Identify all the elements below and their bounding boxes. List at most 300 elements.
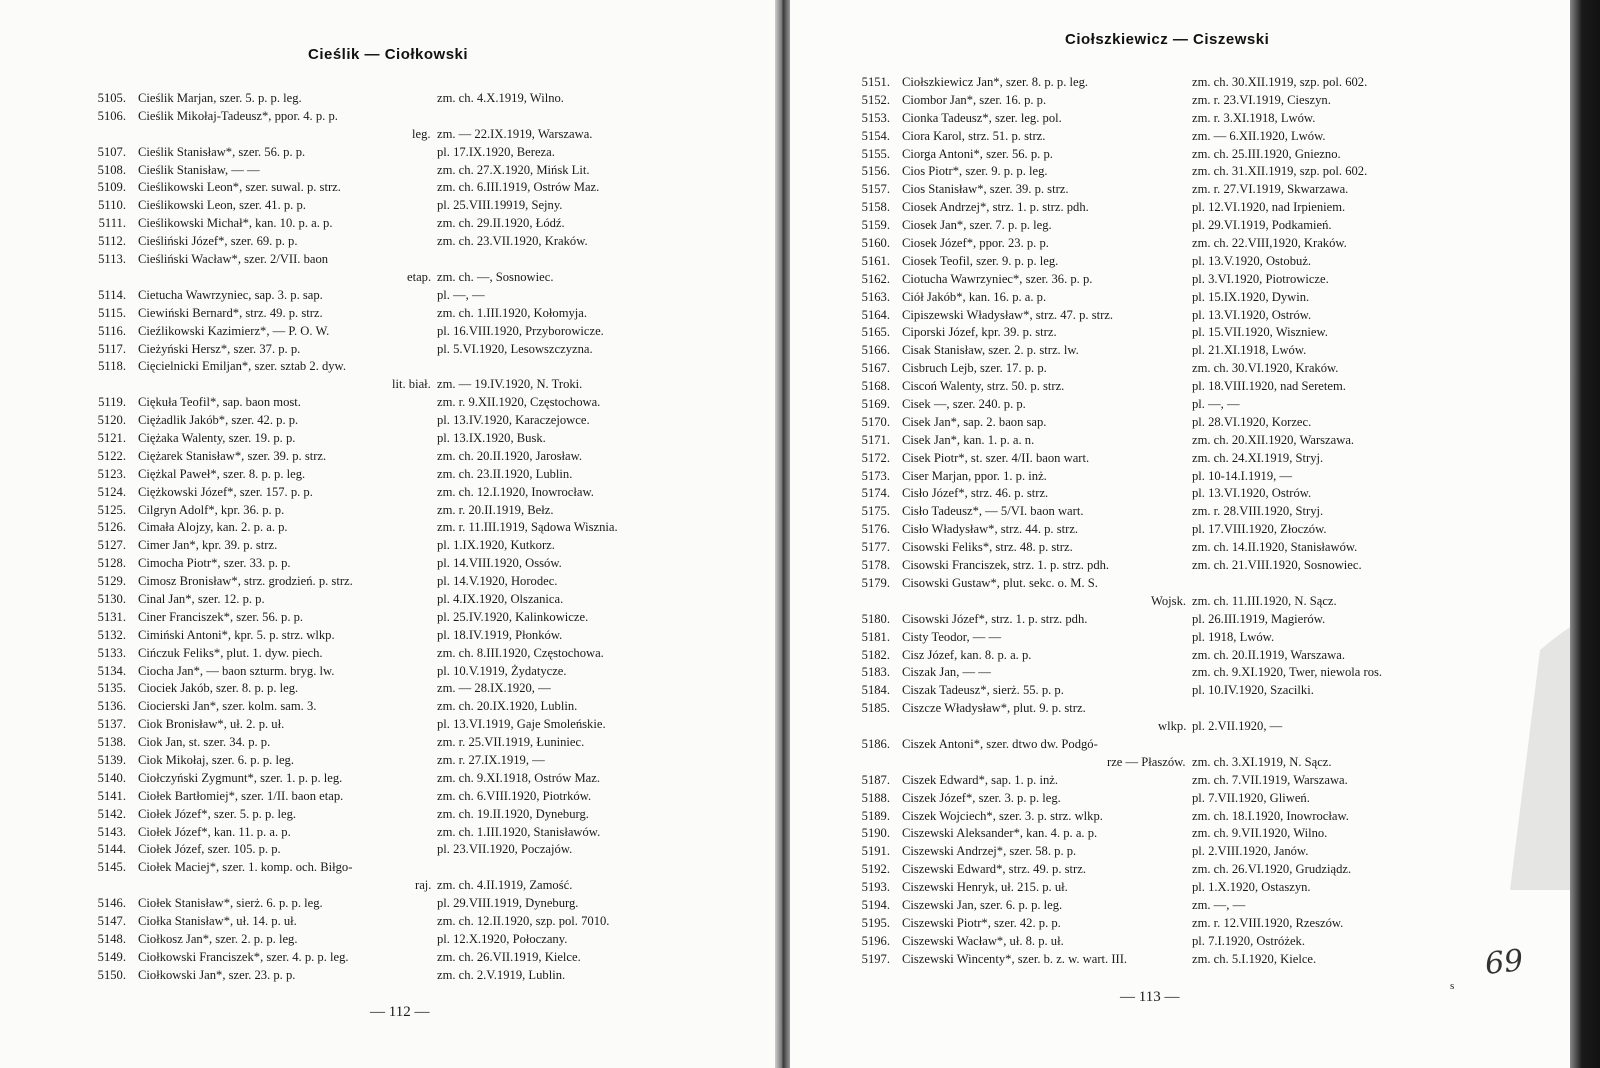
list-item <box>846 163 1486 181</box>
entry-name: Cieślikowski Michał*, kan. 10. p. a. p. <box>138 216 333 231</box>
entry-fate: pl. 16.VIII.1920, Przyborowicze. <box>437 323 604 338</box>
entry-name: Ciołek Stanisław*, sierż. 6. p. p. leg. <box>138 896 323 911</box>
list-item <box>846 378 1486 396</box>
list-item <box>846 307 1486 325</box>
entry-fate: zm. ch. 5.I.1920, Kielce. <box>1192 951 1317 966</box>
list-item <box>846 342 1486 360</box>
entry-fate: pl. 18.IV.1919, Płonków. <box>437 627 563 642</box>
entry-number: 5133. <box>97 645 126 660</box>
entry-fate: zm. ch. 4.II.1919, Zamość. <box>437 878 573 893</box>
entry-number: 5140. <box>97 770 126 785</box>
entry-name: Ciner Franciszek*, szer. 56. p. p. <box>138 609 304 624</box>
entry-fate: pl. 10.IV.1920, Szacilki. <box>1192 683 1314 698</box>
entry-continuation: wlkp. <box>1158 719 1187 734</box>
entry-name: Cisło Władysław*, strz. 44. p. strz. <box>902 522 1079 537</box>
list-item <box>846 235 1486 253</box>
list-item <box>846 503 1486 521</box>
entry-number: 5193. <box>861 880 890 895</box>
entry-number: 5126. <box>97 520 126 535</box>
entry-name: Ciszewski Piotr*, szer. 42. p. p. <box>902 915 1061 930</box>
list-item <box>82 233 722 251</box>
list-item <box>846 450 1486 468</box>
entry-number: 5117. <box>98 341 126 356</box>
entry-fate: zm. ch. 9.XI.1918, Ostrów Maz. <box>437 770 600 785</box>
entry-fate: pl. 12.VI.1920, nad Irpieniem. <box>1192 200 1346 215</box>
entry-fate: zm. r. 9.XII.1920, Częstochowa. <box>437 395 601 410</box>
list-item <box>82 90 722 108</box>
list-item <box>82 484 722 502</box>
entry-number: 5114. <box>98 287 126 302</box>
entry-number: 5165. <box>861 325 890 340</box>
list-item <box>82 752 722 770</box>
entry-number: 5137. <box>97 717 126 732</box>
entry-fate: pl. 12.X.1920, Połoczany. <box>437 931 568 946</box>
entry-name: Cios Stanisław*, szer. 39. p. strz. <box>902 182 1069 197</box>
entry-fate: pl. 7.VII.1920, Gliweń. <box>1192 790 1310 805</box>
entry-fate: zm. ch. 22.VIII,1920, Kraków. <box>1192 236 1347 251</box>
entry-name: Cisowski Franciszek, strz. 1. p. strz. pdh. <box>902 558 1110 573</box>
page-number: — 113 — <box>1120 989 1180 1005</box>
entry-name: Ciszcze Władysław*, plut. 9. p. strz. <box>902 701 1086 716</box>
entry-name: Ciotucha Wawrzyniec*, szer. 36. p. p. <box>902 271 1093 286</box>
entry-number: 5173. <box>861 468 890 483</box>
entry-fate: zm. ch. 26.VI.1920, Grudziądz. <box>1192 862 1352 877</box>
list-item <box>82 591 722 609</box>
entry-name: Ciocha Jan*, — baon szturm. bryg. lw. <box>138 663 335 678</box>
entry-name: Cisak Stanisław, szer. 2. p. strz. lw. <box>902 343 1079 358</box>
list-item <box>82 215 722 233</box>
entry-fate: pl. 15.IX.1920, Dywin. <box>1192 289 1310 304</box>
list-item <box>82 430 722 448</box>
entry-name: Ciszewski Jan, szer. 6. p. p. leg. <box>902 898 1063 913</box>
entry-fate: pl. 13.VI.1920, Ostrów. <box>1192 307 1312 322</box>
entry-name: Ciewiński Bernard*, strz. 49. p. strz. <box>138 305 323 320</box>
entry-fate: pl. 1.IX.1920, Kutkorz. <box>437 538 555 553</box>
entry-number: 5121. <box>97 430 126 445</box>
entry-name: Ciszek Wojciech*, szer. 3. p. strz. wlkp. <box>902 808 1103 823</box>
list-item <box>846 700 1486 736</box>
list-item <box>846 629 1486 647</box>
entry-fate: pl. 14.VIII.1920, Ossów. <box>437 556 562 571</box>
list-item <box>82 394 722 412</box>
entry-name: Ciół Jakób*, kan. 16. p. a. p. <box>902 289 1047 304</box>
entry-number: 5195. <box>861 915 890 930</box>
entry-number: 5159. <box>861 218 890 233</box>
list-item <box>846 611 1486 629</box>
entry-number: 5192. <box>861 862 890 877</box>
entry-number: 5113. <box>98 252 126 267</box>
entry-number: 5191. <box>861 844 890 859</box>
entry-name: Ciosek Józef*, ppor. 23. p. p. <box>902 236 1049 251</box>
list-item <box>846 897 1486 915</box>
book-gutter <box>775 0 790 1068</box>
entry-number: 5112. <box>98 234 126 249</box>
list-item <box>846 575 1486 611</box>
entry-fate: zm. ch. 19.II.1920, Dyneburg. <box>437 806 589 821</box>
entry-number: 5134. <box>97 663 126 678</box>
entry-number: 5174. <box>861 486 890 501</box>
entry-number: 5131. <box>97 609 126 624</box>
entry-number: 5129. <box>97 574 126 589</box>
entry-name: Cieślik Mikołaj-Tadeusz*, ppor. 4. p. p. <box>138 108 338 123</box>
entry-number: 5189. <box>861 808 890 823</box>
entry-continuation: lit. biał. <box>392 377 431 392</box>
entry-name: Ciporski Józef, kpr. 39. p. strz. <box>902 325 1057 340</box>
entry-name: Cieślikowski Leon, szer. 41. p. p. <box>138 198 306 213</box>
entry-fate: zm. ch. 1.III.1920, Kołomyja. <box>437 305 588 320</box>
entry-fate: pl. 3.VI.1920, Piotrowicze. <box>1192 271 1329 286</box>
entry-fate: zm. ch. 8.III.1920, Częstochowa. <box>437 645 604 660</box>
entry-number: 5164. <box>861 307 890 322</box>
entry-name: Cisek Piotr*, st. szer. 4/II. baon wart. <box>902 450 1090 465</box>
entry-name: Ciosek Andrzej*, strz. 1. p. strz. pdh. <box>902 200 1089 215</box>
entry-fate: zm. ch. 20.IX.1920, Lublin. <box>437 699 578 714</box>
entry-fate: pl. —, — <box>1192 397 1240 412</box>
entry-name: Ciszewski Wincenty*, szer. b. z. w. wart. III. <box>902 951 1128 966</box>
list-item <box>82 806 722 824</box>
entry-fate: pl. 4.IX.1920, Olszanica. <box>437 591 564 606</box>
list-item <box>82 967 722 985</box>
entry-name: Cieślik Stanisław*, szer. 56. p. p. <box>138 144 306 159</box>
list-item <box>846 110 1486 128</box>
entry-name: Cisło Tadeusz*, — 5/VI. baon wart. <box>902 504 1084 519</box>
entry-fate: zm. ch. 11.III.1920, N. Sącz. <box>1192 593 1337 608</box>
entry-fate: zm. ch. 29.II.1920, Łódź. <box>437 216 565 231</box>
entry-number: 5123. <box>97 466 126 481</box>
entry-fate: pl. 13.VI.1919, Gaje Smoleńskie. <box>437 717 606 732</box>
entry-number: 5187. <box>861 772 890 787</box>
entry-number: 5161. <box>861 253 890 268</box>
entry-name: Cisowski Feliks*, strz. 48. p. strz. <box>902 540 1073 555</box>
entry-name: Cimała Alojzy, kan. 2. p. a. p. <box>138 520 288 535</box>
entry-name: Ciszek Edward*, sap. 1. p. inż. <box>902 772 1058 787</box>
entry-number: 5118. <box>98 359 126 374</box>
list-item <box>846 253 1486 271</box>
entry-name: Ciężkowski Józef*, szer. 157. p. p. <box>138 484 313 499</box>
entry-number: 5110. <box>98 198 126 213</box>
entry-name: Cimocha Piotr*, szer. 33. p. p. <box>138 556 291 571</box>
entry-fate: zm. r. 12.VIII.1920, Rzeszów. <box>1192 915 1344 930</box>
entry-number: 5124. <box>97 484 126 499</box>
entry-number: 5162. <box>861 271 890 286</box>
entry-number: 5154. <box>861 128 890 143</box>
entry-fate: zm. ch. 20.XII.1920, Warszawa. <box>1192 432 1355 447</box>
entry-fate: zm. ch. 9.VII.1920, Wilno. <box>1192 826 1328 841</box>
entry-fate: pl. 10-14.I.1919, — <box>1192 468 1293 483</box>
list-item <box>82 412 722 430</box>
entry-number: 5175. <box>861 504 890 519</box>
entry-name: Ciołek Józef*, szer. 5. p. p. leg. <box>138 806 297 821</box>
list-item <box>846 468 1486 486</box>
entry-name: Ciorga Antoni*, szer. 56. p. p. <box>902 146 1053 161</box>
entry-fate: zm. ch. 14.II.1920, Stanisławów. <box>1192 540 1358 555</box>
entry-fate: pl. 10.V.1919, Żydatycze. <box>437 663 567 678</box>
entry-name: Ciszak Tadeusz*, sierż. 55. p. p. <box>902 683 1064 698</box>
entry-number: 5168. <box>861 379 890 394</box>
entry-name: Ciężarek Stanisław*, szer. 39. p. strz. <box>138 448 327 463</box>
entry-name: Ciężadlik Jakób*, szer. 42. p. p. <box>138 413 299 428</box>
entry-fate: zm. ch. 30.XII.1919, szp. pol. 602. <box>1192 75 1368 89</box>
entry-fate: zm. ch. 20.II.1919, Warszawa. <box>1192 647 1345 662</box>
list-item <box>82 680 722 698</box>
entry-fate: pl. 14.V.1920, Horodec. <box>437 574 558 589</box>
list-item <box>82 197 722 215</box>
entry-name: Ciękuła Teofil*, sap. baon most. <box>138 395 301 410</box>
entry-fate: zm. ch. 4.X.1919, Wilno. <box>437 91 564 105</box>
entry-name: Ciszewski Aleksander*, kan. 4. p. a. p. <box>902 826 1098 841</box>
list-item <box>82 162 722 180</box>
entry-name: Cisty Teodor, — — <box>902 629 1002 644</box>
entry-fate: pl. 13.IV.1920, Karaczejowce. <box>437 413 590 428</box>
entry-name: Cinal Jan*, szer. 12. p. p. <box>138 591 265 606</box>
entry-fate: zm. r. 11.III.1919, Sądowa Wisznia. <box>437 520 618 535</box>
entry-fate: pl. 17.VIII.1920, Złoczów. <box>1192 522 1327 537</box>
list-item <box>846 289 1486 307</box>
entry-fate: pl. 1918, Lwów. <box>1192 629 1275 644</box>
entry-number: 5132. <box>97 627 126 642</box>
entry-number: 5169. <box>861 397 890 412</box>
list-item <box>846 271 1486 289</box>
entry-fate: pl. 28.VI.1920, Korzec. <box>1192 414 1312 429</box>
handwritten-page-note: 69 <box>1483 943 1525 982</box>
list-item <box>846 682 1486 700</box>
entry-number: 5141. <box>97 788 126 803</box>
entry-fate: zm. ch. 31.XII.1919, szp. pol. 602. <box>1192 164 1368 179</box>
entry-number: 5120. <box>97 413 126 428</box>
entry-number: 5178. <box>861 558 890 573</box>
list-item <box>846 879 1486 897</box>
list-item <box>846 915 1486 933</box>
entry-number: 5145. <box>97 860 126 875</box>
entry-number: 5185. <box>861 701 890 716</box>
list-item <box>82 788 722 806</box>
entry-name: Cieśliński Józef*, szer. 69. p. p. <box>138 234 298 249</box>
list-item <box>82 609 722 627</box>
list-item <box>82 448 722 466</box>
entry-number: 5186. <box>861 736 890 751</box>
entry-name: Cisło Józef*, strz. 46. p. strz. <box>902 486 1049 501</box>
list-item <box>82 913 722 931</box>
list-item <box>82 555 722 573</box>
entry-number: 5128. <box>97 556 126 571</box>
list-item <box>82 645 722 663</box>
entry-continuation: leg. <box>412 126 431 141</box>
list-item <box>846 557 1486 575</box>
entry-fate: zm. ch. —, Sosnowiec. <box>437 269 554 284</box>
entry-number: 5166. <box>861 343 890 358</box>
list-item <box>82 931 722 949</box>
entry-name: Ciociek Jakób, szer. 8. p. p. leg. <box>138 681 299 696</box>
entry-number: 5188. <box>861 790 890 805</box>
entry-fate: pl. 29.VIII.1919, Dyneburg. <box>437 896 579 911</box>
entry-name: Ciołkosz Jan*, szer. 2. p. p. leg. <box>138 931 298 946</box>
entry-name: Cięcielnicki Emiljan*, szer. sztab 2. dyw. <box>138 359 346 374</box>
entry-fate: pl. 7.I.1920, Ostróżek. <box>1192 933 1305 948</box>
entry-name: Ciszek Antoni*, szer. dtwo dw. Podgó- <box>902 736 1098 751</box>
list-item <box>846 360 1486 378</box>
entry-name: Cisek Jan*, sap. 2. baon sap. <box>902 414 1047 429</box>
list-item <box>846 217 1486 235</box>
list-item <box>846 790 1486 808</box>
entry-name: Ciołczyński Zygmunt*, szer. 1. p. p. leg. <box>138 770 343 785</box>
entry-fate: zm. ch. 1.III.1920, Stanisławów. <box>437 824 601 839</box>
list-item <box>846 664 1486 682</box>
list-item <box>82 287 722 305</box>
entry-name: Ciężkal Paweł*, szer. 8. p. p. leg. <box>138 466 306 481</box>
entry-number: 5167. <box>861 361 890 376</box>
entry-name: Ciołszkiewicz Jan*, szer. 8. p. p. leg. <box>902 75 1089 89</box>
entry-fate: zm. r. 27.VI.1919, Skwarzawa. <box>1192 182 1349 197</box>
entry-name: Ciołek Józef, szer. 105. p. p. <box>138 842 281 857</box>
left-page <box>0 0 775 1068</box>
entry-number: 5152. <box>861 92 890 107</box>
entry-number: 5142. <box>97 806 126 821</box>
entry-number: 5111. <box>98 216 126 231</box>
entry-fate: zm. ch. 24.XI.1919, Stryj. <box>1192 450 1324 465</box>
list-item <box>82 895 722 913</box>
entry-name: Ciok Mikołaj, szer. 6. p. p. leg. <box>138 753 295 767</box>
entry-fate: pl. 15.VII.1920, Wiszniew. <box>1192 325 1328 340</box>
list-item <box>846 414 1486 432</box>
entry-name: Ciołek Maciej*, szer. 1. komp. och. Biłgo- <box>138 860 353 875</box>
entry-name: Cimiński Antoni*, kpr. 5. p. strz. wlkp. <box>138 627 335 642</box>
entry-name: Ciszewski Andrzej*, szer. 58. p. p. <box>902 844 1077 859</box>
entry-name: Cisek —, szer. 240. p. p. <box>902 397 1026 412</box>
entry-name: Ciszewski Wacław*, uł. 8. p. uł. <box>902 933 1064 948</box>
entry-name: Ciołkowski Franciszek*, szer. 4. p. p. leg. <box>138 949 349 964</box>
entry-continuation: Wojsk. <box>1151 593 1187 608</box>
list-item <box>846 92 1486 110</box>
running-head: Cieślik — Ciołkowski <box>308 46 469 63</box>
entry-fate: pl. 26.III.1919, Magierów. <box>1192 611 1326 626</box>
entry-fate: zm. ch. 6.VIII.1920, Piotrków. <box>437 788 592 803</box>
entry-fate: zm. ch. 20.II.1920, Jarosław. <box>437 448 583 463</box>
entry-name: Cimer Jan*, kpr. 39. p. strz. <box>138 538 278 553</box>
entry-fate: pl. 21.XI.1918, Lwów. <box>1192 343 1307 358</box>
entry-fate: zm. ch. 12.II.1920, szp. pol. 7010. <box>437 914 610 929</box>
entry-fate: pl. 29.VI.1919, Podkamień. <box>1192 218 1332 233</box>
entry-number: 5144. <box>97 842 126 857</box>
list-item <box>846 647 1486 665</box>
list-item <box>846 521 1486 539</box>
entry-number: 5143. <box>97 824 126 839</box>
entry-name: Ciszewski Henryk, uł. 215. p. uł. <box>902 880 1068 895</box>
entry-fate: zm. ch. 21.VIII.1920, Sosnowiec. <box>1192 558 1362 573</box>
entry-number: 5197. <box>861 951 890 966</box>
list-item <box>82 251 722 287</box>
list-item <box>82 663 722 681</box>
entry-name: Cieślikowski Leon*, szer. suwal. p. strz. <box>138 180 341 195</box>
entry-number: 5171. <box>861 432 890 447</box>
list-item <box>846 843 1486 861</box>
list-item <box>82 698 722 716</box>
entry-fate: zm. — 28.IX.1920, — <box>437 681 551 696</box>
entry-name: Ciok Jan, st. szer. 34. p. p. <box>138 735 271 750</box>
list-item <box>82 859 722 895</box>
entry-name: Cisbruch Lejb, szer. 17. p. p. <box>902 361 1047 376</box>
entry-fate: pl. 13.IX.1920, Busk. <box>437 430 546 445</box>
entry-number: 5148. <box>97 931 126 946</box>
entry-number: 5107. <box>97 144 126 159</box>
entry-name: Ciombor Jan*, szer. 16. p. p. <box>902 92 1047 107</box>
entry-fate: pl. —, — <box>437 287 485 302</box>
entry-fate: zm. — 19.IV.1920, N. Troki. <box>437 377 583 392</box>
entry-fate: pl. 17.IX.1920, Bereza. <box>437 144 555 159</box>
entry-number: 5180. <box>861 611 890 626</box>
list-item <box>82 358 722 394</box>
entry-name: Cisowski Gustaw*, plut. sekc. o. M. S. <box>902 575 1098 590</box>
entry-number: 5109. <box>97 180 126 195</box>
list-item <box>846 539 1486 557</box>
entry-name: Cińczuk Feliks*, plut. 1. dyw. piech. <box>138 645 323 660</box>
entry-name: Ciosek Jan*, szer. 7. p. p. leg. <box>902 218 1052 233</box>
entry-number: 5146. <box>97 896 126 911</box>
entry-fate: pl. 5.VI.1920, Lesowszczyzna. <box>437 341 593 356</box>
entry-number: 5119. <box>98 395 126 410</box>
entry-fate: zm. ch. 23.VII.1920, Kraków. <box>437 234 588 249</box>
list-item <box>846 736 1486 772</box>
entry-number: 5150. <box>97 967 126 982</box>
entry-number: 5130. <box>97 591 126 606</box>
entry-number: 5156. <box>861 164 890 179</box>
entry-name: Ciora Karol, strz. 51. p. strz. <box>902 128 1046 143</box>
entry-number: 5115. <box>98 305 126 320</box>
entry-number: 5151. <box>861 75 890 89</box>
entry-fate: pl. 2.VIII.1920, Janów. <box>1192 844 1309 859</box>
list-item <box>82 323 722 341</box>
list-item <box>846 951 1486 969</box>
entry-fate: zm. r. 25.VII.1919, Łuniniec. <box>437 735 585 750</box>
entry-number: 5116. <box>98 323 126 338</box>
entry-number: 5177. <box>861 540 890 555</box>
list-item <box>82 466 722 484</box>
entry-name: Cieśliński Wacław*, szer. 2/VII. baon <box>138 252 329 267</box>
list-item <box>846 74 1486 92</box>
entry-number: 5136. <box>97 699 126 714</box>
entry-number: 5184. <box>861 683 890 698</box>
entry-continuation: etap. <box>407 269 432 284</box>
entry-fate: pl. 25.IV.1920, Kalinkowicze. <box>437 609 589 624</box>
list-item <box>846 808 1486 826</box>
entry-name: Cisowski Józef*, strz. 1. p. strz. pdh. <box>902 611 1088 626</box>
entry-fate: pl. 25.VIII.19919, Sejny. <box>437 198 563 213</box>
entry-name: Ciszak Jan, — — <box>902 665 991 680</box>
entry-number: 5127. <box>97 538 126 553</box>
list-item <box>846 146 1486 164</box>
entry-fate: zm. r. 23.VI.1919, Cieszyn. <box>1192 92 1331 107</box>
entry-fate: zm. ch. 9.XI.1920, Twer, niewola ros. <box>1192 665 1383 680</box>
entry-name: Ciołka Stanisław*, uł. 14. p. uł. <box>138 914 297 929</box>
entry-name: Cios Piotr*, szer. 9. p. p. leg. <box>902 164 1048 179</box>
entry-fate: zm. ch. 25.III.1920, Gniezno. <box>1192 146 1341 161</box>
entry-name: Cionka Tadeusz*, szer. leg. pol. <box>902 110 1062 125</box>
entry-fate: zm. — 6.XII.1920, Lwów. <box>1192 128 1326 143</box>
list-item <box>82 537 722 555</box>
list-item <box>846 128 1486 146</box>
entry-number: 5147. <box>97 914 126 929</box>
list-item <box>846 933 1486 951</box>
entry-number: 5194. <box>861 898 890 913</box>
list-item <box>82 949 722 967</box>
entry-fate: zm. ch. 3.XI.1919, N. Sącz. <box>1192 754 1332 769</box>
entry-number: 5108. <box>97 162 126 177</box>
entry-number: 5135. <box>97 681 126 696</box>
entry-name: Ciocierski Jan*, szer. kolm. sam. 3. <box>138 699 317 714</box>
entry-fate: zm. r. 3.XI.1918, Lwów. <box>1192 110 1316 125</box>
entry-name: Cietucha Wawrzyniec, sap. 3. p. sap. <box>138 287 323 302</box>
entry-fate: zm. ch. 27.X.1920, Mińsk Lit. <box>437 162 590 177</box>
entry-number: 5160. <box>861 236 890 251</box>
